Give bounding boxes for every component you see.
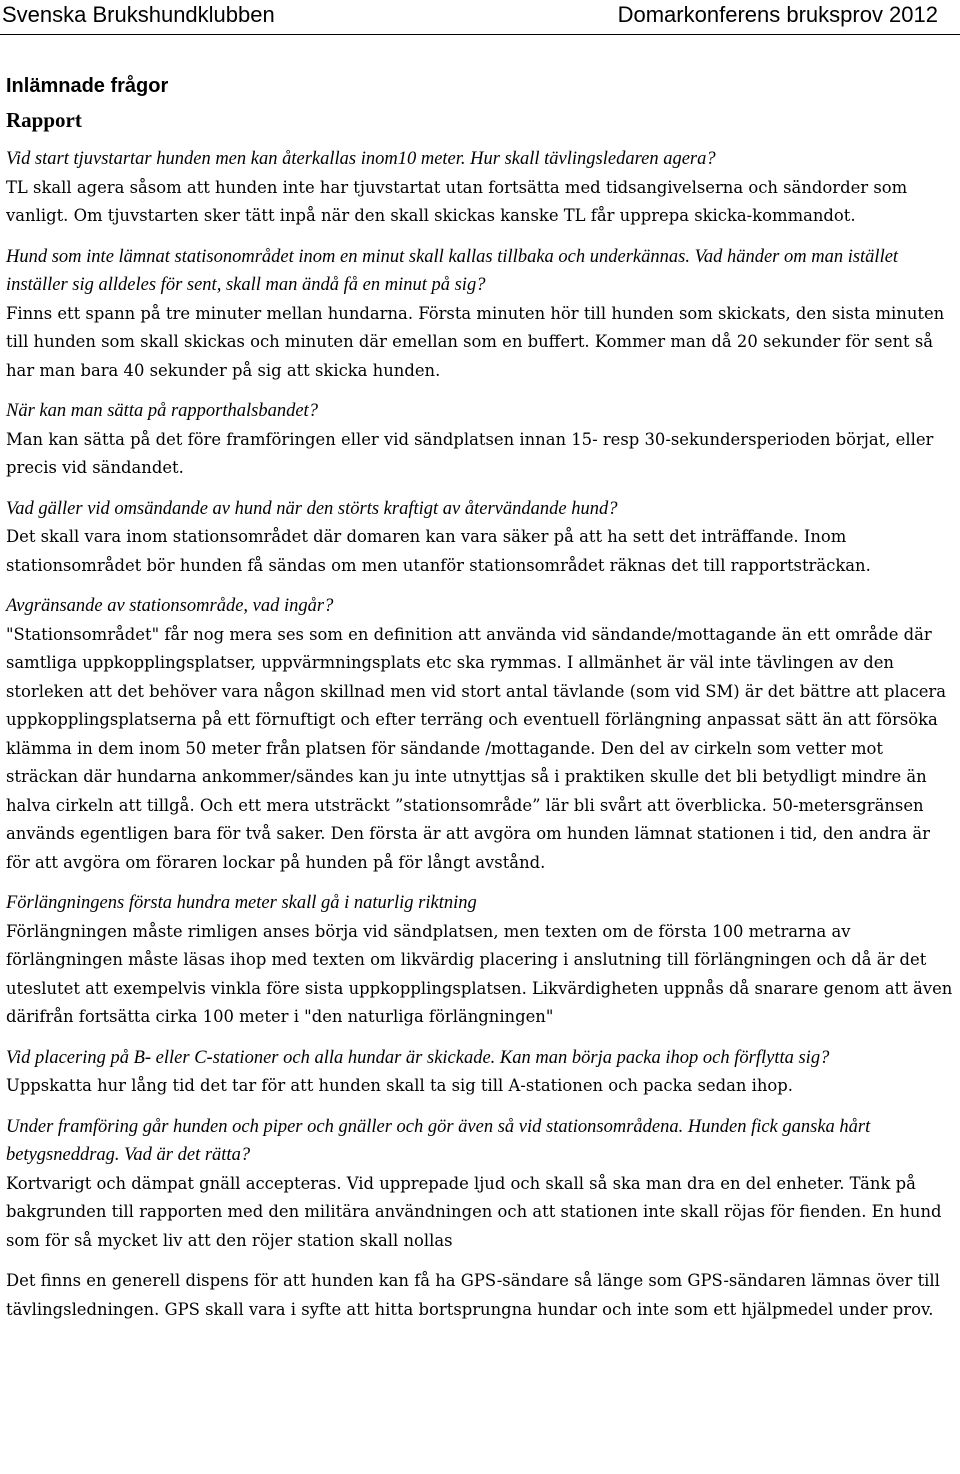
- qa-block-2: [6, 243, 956, 386]
- qa-block-8: [6, 1113, 956, 1256]
- qa-block-5: [6, 592, 956, 877]
- answer-text: Finns ett spann på tre minuter mellan hundarna. Första minuten hör till hunden som skickats, den sista minuten till hunden som skall skickas och minuten där emellan som en buffert. Kommer man då 20 sekunder för sent så har man bara 40 sekunder på sig att skicka hunden.: [6, 303, 945, 380]
- qa-block-7: [6, 1044, 956, 1101]
- question-text: Förlängningens första hundra meter skall gå i naturlig riktning: [6, 893, 477, 913]
- answer-text: Det finns en generell dispens för att hunden kan få ha GPS-sändare så länge som GPS-sändaren lämnas över till tävlingsledningen. GPS skall vara i syfte att hitta bortsprungna hundar och inte som ett hjälpmedel under prov.: [6, 1271, 940, 1319]
- answer-text: TL skall agera såsom att hunden inte har tjuvstartat utan fortsätta med tidsangivelserna och sändorder som vanligt. Om tjuvstarten sker tätt inpå när den skall skickas kanske TL får upprepa skicka-kommandot.: [6, 177, 908, 225]
- qa-block-3: [6, 397, 956, 483]
- page-header: [0, 0, 960, 34]
- qa-block-6: [6, 889, 956, 1032]
- qa-content: [6, 145, 956, 1336]
- header-organization: Svenska Brukshundklubben: [2, 2, 275, 27]
- answer-text: Det skall vara inom stationsområdet där domaren kan vara säker på att ha sett det inträffande. Inom stationsområdet bör hunden få sändas om men utanför stationsområdet räknas det till rapportsträckan.: [6, 527, 871, 575]
- answer-text: Kortvarigt och dämpat gnäll accepteras. Vid upprepade ljud och skall så ska man dra en del enheter. Tänk på bakgrunden till rapporten med den militära användningen och att stationen inte skall röjas för fienden. En hund som för så mycket liv att den röjer station skall nollas: [6, 1173, 942, 1250]
- answer-text: Man kan sätta på det före framföringen eller vid sändplatsen innan 15- resp 30-sekundersperioden börjat, eller precis vid sändandet.: [6, 429, 934, 477]
- qa-block-9: [6, 1267, 956, 1324]
- qa-block-1: [6, 145, 956, 231]
- question-text: När kan man sätta på rapporthalsbandet?: [6, 401, 318, 421]
- question-text: Vid placering på B- eller C-stationer och alla hundar är skickade. Kan man börja packa ihop och förflytta sig?: [6, 1047, 830, 1068]
- question-text: Hund som inte lämnat statisonområdet inom en minut skall kallas tillbaka och underkännas. Vad händer om man istället inställer sig alldeles för sent, skall man ändå få en minut på sig?: [6, 246, 899, 295]
- question-text: Vid start tjuvstartar hunden men kan återkallas inom10 meter. Hur skall tävlingsledaren agera?: [6, 149, 716, 169]
- question-text: Avgränsande av stationsområde, vad ingår?: [6, 596, 334, 616]
- subsection-heading: Rapport: [6, 108, 82, 132]
- question-text: Under framföring går hunden och piper och gnäller och gör även så vid stationsområdena. Hunden fick ganska hårt betygsneddrag. Vad är det rätta?: [6, 1116, 871, 1165]
- header-conference-title: Domarkonferens bruksprov 2012: [617, 2, 938, 27]
- header-divider: [0, 34, 960, 35]
- question-text: Vad gäller vid omsändande av hund när den störts kraftigt av återvändande hund?: [6, 498, 618, 519]
- answer-text: Förlängningen måste rimligen anses börja vid sändplatsen, men texten om de första 100 metrarna av förlängningen måste läsas ihop med texten om likvärdig placering i anslutning till förlängningen och då är det uteslutet att exempelvis vinkla före sista uppkopplingsplatsen. Likvärdigheten uppnås då snarare genom att även därifrån fortsätta cirka 100 meter i "den naturliga förlängningen": [6, 921, 953, 1026]
- section-heading: Inlämnade frågor: [6, 75, 169, 97]
- answer-text: Uppskatta hur lång tid det tar för att hunden skall ta sig till A-stationen och packa sedan ihop.: [6, 1076, 793, 1095]
- answer-text: "Stationsområdet" får nog mera ses som en definition att använda vid sändande/mottagande än ett område där samtliga uppkopplingsplatser, uppvärmningsplats etc ska rymmas. I allmänhet är väl inte tävlingen av den storleken att det behöver vara någon skillnad men vid stort antal tävlande (som vid SM) är det bättre att placera uppkopplingsplatserna på ett förnuftigt och efter terräng och eventuell förlängning anpassat sätt än att försöka klämma in dem inom 50 meter från platsen för sändande /mottagande. Den del av cirkeln som vetter mot sträckan där hundarna ankommer/sändes kan ju inte utnyttjas så i praktiken skulle det bli betydligt mindre än halva cirkeln att tillgå. Och ett mera utsträckt ”stationsområde” lär bli svårt att överblicka. 50-metersgränsen används egentligen bara för två saker. Den första är att avgöra om hunden lämnat stationen i tid, den andra är för att avgöra om föraren lockar på hunden på för långt avstånd.: [6, 624, 947, 872]
- qa-block-4: [6, 495, 956, 581]
